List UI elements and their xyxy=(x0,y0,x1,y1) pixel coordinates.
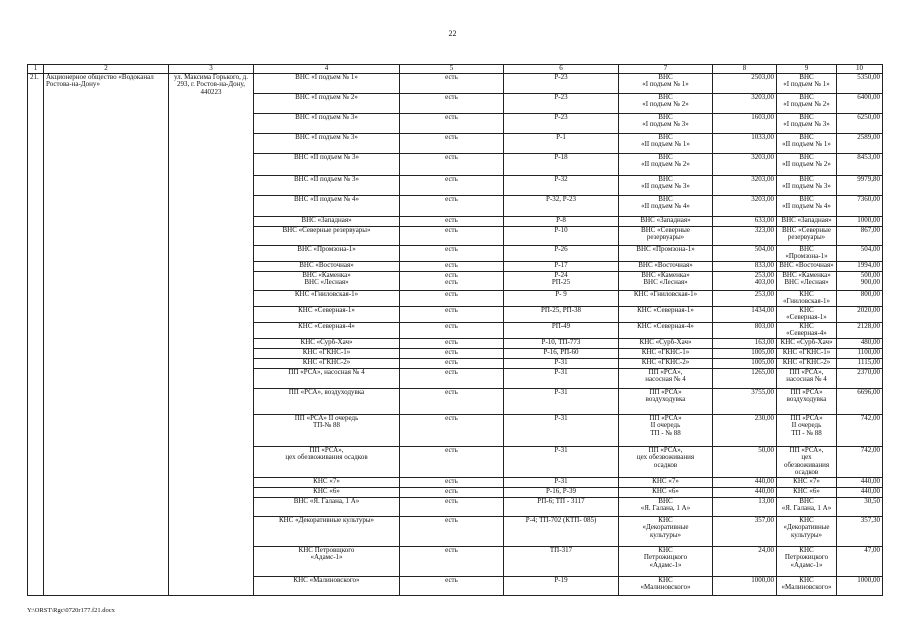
facility-name: КНС «Декоративные культуры» xyxy=(254,516,400,546)
feeder-cell: Р-24 РП-25 xyxy=(504,271,619,290)
presence-cell: есть xyxy=(400,73,504,93)
power-total-cell: 7360,00 xyxy=(837,195,883,216)
feeder-cell: Р-31 xyxy=(504,446,619,477)
facility-name: ВНС «II подъем № 4» xyxy=(254,195,400,216)
feeder-cell: Р-4; ТП-702 (КТП- 085) xyxy=(504,516,619,546)
presence-cell: есть xyxy=(400,133,504,153)
feeder-cell: Р-31 xyxy=(504,358,619,368)
power-value-cell: 3203,00 xyxy=(713,175,777,195)
object-cell-2: ВНС «Я. Галана, 1 А» xyxy=(777,497,837,516)
power-value-cell: 230,00 xyxy=(713,414,777,446)
organization-name: Акционерное общество «Водоканал Ростова-на-Дону» xyxy=(44,73,169,595)
presence-cell: есть xyxy=(400,290,504,306)
power-total-cell: 1115,00 xyxy=(837,358,883,368)
object-cell: ВНС «II подъем № 1» xyxy=(619,133,713,153)
feeder-cell: Р-23 xyxy=(504,113,619,133)
header-cell: 3 xyxy=(169,65,254,74)
header-cell: 6 xyxy=(504,65,619,74)
object-cell: ВНС «II подъем № 3» xyxy=(619,175,713,195)
power-value-cell: 633,00 xyxy=(713,216,777,226)
feeder-cell: Р-23 xyxy=(504,93,619,113)
object-cell-2: КНС «Декоративные культуры» xyxy=(777,516,837,546)
power-total-cell: 2020,00 xyxy=(837,306,883,322)
header-cell: 1 xyxy=(28,65,44,74)
feeder-cell: Р-10 xyxy=(504,226,619,245)
facility-name: ВНС «II подъем № 3» xyxy=(254,175,400,195)
object-cell: КНС «Северная-1» xyxy=(619,306,713,322)
presence-cell: есть xyxy=(400,414,504,446)
power-value-cell: 1005,00 xyxy=(713,348,777,358)
facility-name: ВНС «Восточная» xyxy=(254,261,400,271)
power-total-cell: 6250,00 xyxy=(837,113,883,133)
feeder-cell: Р-1 xyxy=(504,133,619,153)
object-cell: ПП «РСА», насосная № 4 xyxy=(619,368,713,388)
power-total-cell: 5350,00 xyxy=(837,73,883,93)
object-cell-2: КНС Петрожицкого «Адамс-1» xyxy=(777,546,837,576)
object-cell: ВНС «Западная» xyxy=(619,216,713,226)
power-value-cell: 440,00 xyxy=(713,487,777,497)
object-cell: КНС «7» xyxy=(619,477,713,487)
table-row xyxy=(28,73,883,93)
power-total-cell: 6400,00 xyxy=(837,93,883,113)
facility-name: ВНС «I подъем № 3» xyxy=(254,133,400,153)
facility-name: КНС «ГКНС-1» xyxy=(254,348,400,358)
presence-cell: есть xyxy=(400,446,504,477)
presence-cell: есть xyxy=(400,261,504,271)
feeder-cell: РП-25, РП-38 xyxy=(504,306,619,322)
presence-cell: есть xyxy=(400,245,504,261)
feeder-cell: Р-16, РП-60 xyxy=(504,348,619,358)
feeder-cell: Р- 9 xyxy=(504,290,619,306)
object-cell: ПП «РСА» II очередь ТП - № 88 xyxy=(619,414,713,446)
object-cell-2: ВНС «II подъем № 2» xyxy=(777,153,837,175)
object-cell-2: ПП «РСА», цех обезвоживания осадков xyxy=(777,446,837,477)
power-total-cell: 800,00 xyxy=(837,290,883,306)
power-value-cell: 1033,00 xyxy=(713,133,777,153)
power-value-cell: 1000,00 xyxy=(713,576,777,595)
object-cell-2: ВНС «II подъем № 1» xyxy=(777,133,837,153)
presence-cell: есть xyxy=(400,368,504,388)
feeder-cell: Р-31 xyxy=(504,477,619,487)
presence-cell: есть xyxy=(400,516,504,546)
power-total-cell: 742,00 xyxy=(837,414,883,446)
object-cell: ВНС «II подъем № 2» xyxy=(619,153,713,175)
facility-name: ПП «РСА», воздуходувка xyxy=(254,388,400,414)
object-cell-2: КНС «ГКНС-2» xyxy=(777,358,837,368)
object-cell-2: КНС «ГКНС-1» xyxy=(777,348,837,358)
power-value-cell: 50,00 xyxy=(713,446,777,477)
data-table xyxy=(27,64,883,596)
presence-cell: есть xyxy=(400,153,504,175)
facility-name: КНС «6» xyxy=(254,487,400,497)
feeder-cell: Р-16, Р-39 xyxy=(504,487,619,497)
object-cell-2: ВНС «Промзона-1» xyxy=(777,245,837,261)
object-cell: ВНС «II подъем № 4» xyxy=(619,195,713,216)
presence-cell: есть xyxy=(400,388,504,414)
power-total-cell: 47,00 xyxy=(837,546,883,576)
power-value-cell: 323,00 xyxy=(713,226,777,245)
object-cell: КНС «Сурб-Хач» xyxy=(619,338,713,348)
object-cell: КНС «Гниловская-1» xyxy=(619,290,713,306)
power-total-cell: 440,00 xyxy=(837,487,883,497)
power-value-cell: 440,00 xyxy=(713,477,777,487)
power-value-cell: 163,00 xyxy=(713,338,777,348)
feeder-cell: Р-31 xyxy=(504,414,619,446)
power-total-cell: 2128,00 xyxy=(837,322,883,338)
power-value-cell: 1434,00 xyxy=(713,306,777,322)
object-cell-2: КНС «Малиновского» xyxy=(777,576,837,595)
object-cell: ВНС «Промзона-1» xyxy=(619,245,713,261)
power-value-cell: 24,00 xyxy=(713,546,777,576)
feeder-cell: РП-49 xyxy=(504,322,619,338)
power-value-cell: 3203,00 xyxy=(713,93,777,113)
object-cell-2: КНС «Северная-4» xyxy=(777,322,837,338)
header-cell: 4 xyxy=(254,65,400,74)
header-row xyxy=(28,65,883,74)
presence-cell: есть xyxy=(400,113,504,133)
facility-name: КНС «7» xyxy=(254,477,400,487)
facility-name: КНС «Малиновского» xyxy=(254,576,400,595)
presence-cell: есть xyxy=(400,306,504,322)
power-value-cell: 3203,00 xyxy=(713,195,777,216)
power-total-cell: 2370,00 xyxy=(837,368,883,388)
facility-name: ВНС «I подъем № 1» xyxy=(254,73,400,93)
header-cell: 2 xyxy=(44,65,169,74)
object-cell-2: КНС «Сурб-Хач» xyxy=(777,338,837,348)
object-cell-2: КНС «Гниловская-1» xyxy=(777,290,837,306)
object-cell: ВНС «I подъем № 2» xyxy=(619,93,713,113)
power-value-cell: 3755,00 xyxy=(713,388,777,414)
facility-name: ВНС «Я. Галана, 1 А» xyxy=(254,497,400,516)
object-cell-2: ВНС «Каменка» ВНС «Лесная» xyxy=(777,271,837,290)
object-cell-2: ВНС «Восточная» xyxy=(777,261,837,271)
object-cell: ПП «РСА», цех обезвоживания осадков xyxy=(619,446,713,477)
object-cell-2: ВНС «I подъем № 2» xyxy=(777,93,837,113)
object-cell: КНС «Декоративные культуры» xyxy=(619,516,713,546)
facility-name: ВНС «Промзона-1» xyxy=(254,245,400,261)
object-cell-2: ПП «РСА» II очередь ТП - № 88 xyxy=(777,414,837,446)
feeder-cell: Р-26 xyxy=(504,245,619,261)
object-cell: ВНС «I подъем № 1» xyxy=(619,73,713,93)
presence-cell: есть xyxy=(400,216,504,226)
power-value-cell: 2503,00 xyxy=(713,73,777,93)
object-cell: ВНС «Каменка» ВНС «Лесная» xyxy=(619,271,713,290)
power-total-cell: 8453,00 xyxy=(837,153,883,175)
facility-name: КНС «Северная-4» xyxy=(254,322,400,338)
power-total-cell: 440,00 xyxy=(837,477,883,487)
power-value-cell: 357,00 xyxy=(713,516,777,546)
presence-cell: есть xyxy=(400,487,504,497)
presence-cell: есть xyxy=(400,93,504,113)
object-cell-2: КНС «6» xyxy=(777,487,837,497)
facility-name: ПП «РСА», цех обезвоживания осадков xyxy=(254,446,400,477)
footer-file-path: Y:\ORST\Rgc\0720r177.f21.docx xyxy=(27,607,115,614)
header-cell: 8 xyxy=(713,65,777,74)
object-cell: ВНС «Северные резервуары» xyxy=(619,226,713,245)
object-cell: КНС «ГКНС-2» xyxy=(619,358,713,368)
object-cell: КНС Петрожицкого «Адамс-1» xyxy=(619,546,713,576)
power-value-cell: 504,00 xyxy=(713,245,777,261)
object-cell: ПП «РСА» воздуходувка xyxy=(619,388,713,414)
facility-name: ВНС «Каменка» ВНС «Лесная» xyxy=(254,271,400,290)
feeder-cell: Р-31 xyxy=(504,388,619,414)
object-cell-2: ВНС «II подъем № 3» xyxy=(777,175,837,195)
page-number: 22 xyxy=(448,29,457,38)
presence-cell: есть xyxy=(400,226,504,245)
object-cell: КНС «6» xyxy=(619,487,713,497)
power-total-cell: 6696,00 xyxy=(837,388,883,414)
power-value-cell: 803,00 xyxy=(713,322,777,338)
facility-name: ВНС «Западная» xyxy=(254,216,400,226)
power-total-cell: 504,00 xyxy=(837,245,883,261)
feeder-cell: Р-23 xyxy=(504,73,619,93)
presence-cell: есть есть xyxy=(400,271,504,290)
facility-name: КНС «Гниловская-1» xyxy=(254,290,400,306)
header-cell: 9 xyxy=(777,65,837,74)
object-cell: КНС «Малиновского» xyxy=(619,576,713,595)
feeder-cell: Р-31 xyxy=(504,368,619,388)
object-cell-2: ВНС «Западная» xyxy=(777,216,837,226)
feeder-cell: Р-32 xyxy=(504,175,619,195)
presence-cell: есть xyxy=(400,195,504,216)
power-value-cell: 1265,00 xyxy=(713,368,777,388)
object-cell-2: ПП «РСА» воздуходувка xyxy=(777,388,837,414)
object-cell: ВНС «Восточная» xyxy=(619,261,713,271)
object-cell-2: КНС «7» xyxy=(777,477,837,487)
feeder-cell: Р-32, Р-23 xyxy=(504,195,619,216)
power-total-cell: 1000,00 xyxy=(837,576,883,595)
presence-cell: есть xyxy=(400,576,504,595)
object-cell-2: ВНС «I подъем № 1» xyxy=(777,73,837,93)
feeder-cell: ТП-317 xyxy=(504,546,619,576)
power-total-cell: 30,50 xyxy=(837,497,883,516)
facility-name: КНС Петровщкого «Адамс-1» xyxy=(254,546,400,576)
header-cell: 10 xyxy=(837,65,883,74)
object-cell: КНС «Северная-4» xyxy=(619,322,713,338)
facility-name: КНС «Северная-1» xyxy=(254,306,400,322)
power-total-cell: 1100,00 xyxy=(837,348,883,358)
feeder-cell: Р-17 xyxy=(504,261,619,271)
feeder-cell: Р-19 xyxy=(504,576,619,595)
power-value-cell: 3203,00 xyxy=(713,153,777,175)
presence-cell: есть xyxy=(400,358,504,368)
power-total-cell: 480,00 xyxy=(837,338,883,348)
organization-address: ул. Максима Горького, д. 293, г. Ростов-на-Дону, 440223 xyxy=(169,73,254,595)
presence-cell: есть xyxy=(400,338,504,348)
power-total-cell: 9979,80 xyxy=(837,175,883,195)
object-cell: КНС «ГКНС-1» xyxy=(619,348,713,358)
power-value-cell: 1005,00 xyxy=(713,358,777,368)
feeder-cell: Р-18 xyxy=(504,153,619,175)
facility-name: ВНС «I подъем № 3» xyxy=(254,113,400,133)
power-value-cell: 1603,00 xyxy=(713,113,777,133)
feeder-cell: РП-6; ТП - 3117 xyxy=(504,497,619,516)
facility-name: ВНС «Северные резервуары» xyxy=(254,226,400,245)
object-cell: ВНС «I подъем № 3» xyxy=(619,113,713,133)
facility-name: КНС «Сурб-Хач» xyxy=(254,338,400,348)
power-total-cell: 1994,00 xyxy=(837,261,883,271)
facility-name: КНС «ГКНС-2» xyxy=(254,358,400,368)
facility-name: ВНС «I подъем № 2» xyxy=(254,93,400,113)
feeder-cell: Р-10, ТП-773 xyxy=(504,338,619,348)
object-cell-2: ВНС «Северные резервуары» xyxy=(777,226,837,245)
entry-number: 21. xyxy=(28,73,44,595)
power-total-cell: 500,00 900,00 xyxy=(837,271,883,290)
object-cell-2: ПП «РСА», насосная № 4 xyxy=(777,368,837,388)
header-cell: 5 xyxy=(400,65,504,74)
power-value-cell: 253,00 403,00 xyxy=(713,271,777,290)
object-cell: ВНС «Я. Галана, 1 А» xyxy=(619,497,713,516)
power-total-cell: 357,30 xyxy=(837,516,883,546)
presence-cell: есть xyxy=(400,497,504,516)
presence-cell: есть xyxy=(400,175,504,195)
power-total-cell: 867,00 xyxy=(837,226,883,245)
object-cell-2: КНС «Северная-1» xyxy=(777,306,837,322)
power-total-cell: 1000,00 xyxy=(837,216,883,226)
facility-name: ПП «РСА», насосная № 4 xyxy=(254,368,400,388)
power-total-cell: 742,00 xyxy=(837,446,883,477)
power-total-cell: 2589,00 xyxy=(837,133,883,153)
object-cell-2: ВНС «I подъем № 3» xyxy=(777,113,837,133)
presence-cell: есть xyxy=(400,546,504,576)
facility-name: ВНС «II подъем № 3» xyxy=(254,153,400,175)
facility-name: ПП «РСА» II очередь ТП-№ 88 xyxy=(254,414,400,446)
power-value-cell: 13,00 xyxy=(713,497,777,516)
object-cell-2: ВНС «II подъем № 4» xyxy=(777,195,837,216)
feeder-cell: Р-8 xyxy=(504,216,619,226)
header-cell: 7 xyxy=(619,65,713,74)
presence-cell: есть xyxy=(400,348,504,358)
power-value-cell: 833,00 xyxy=(713,261,777,271)
presence-cell: есть xyxy=(400,477,504,487)
presence-cell: есть xyxy=(400,322,504,338)
power-value-cell: 253,00 xyxy=(713,290,777,306)
